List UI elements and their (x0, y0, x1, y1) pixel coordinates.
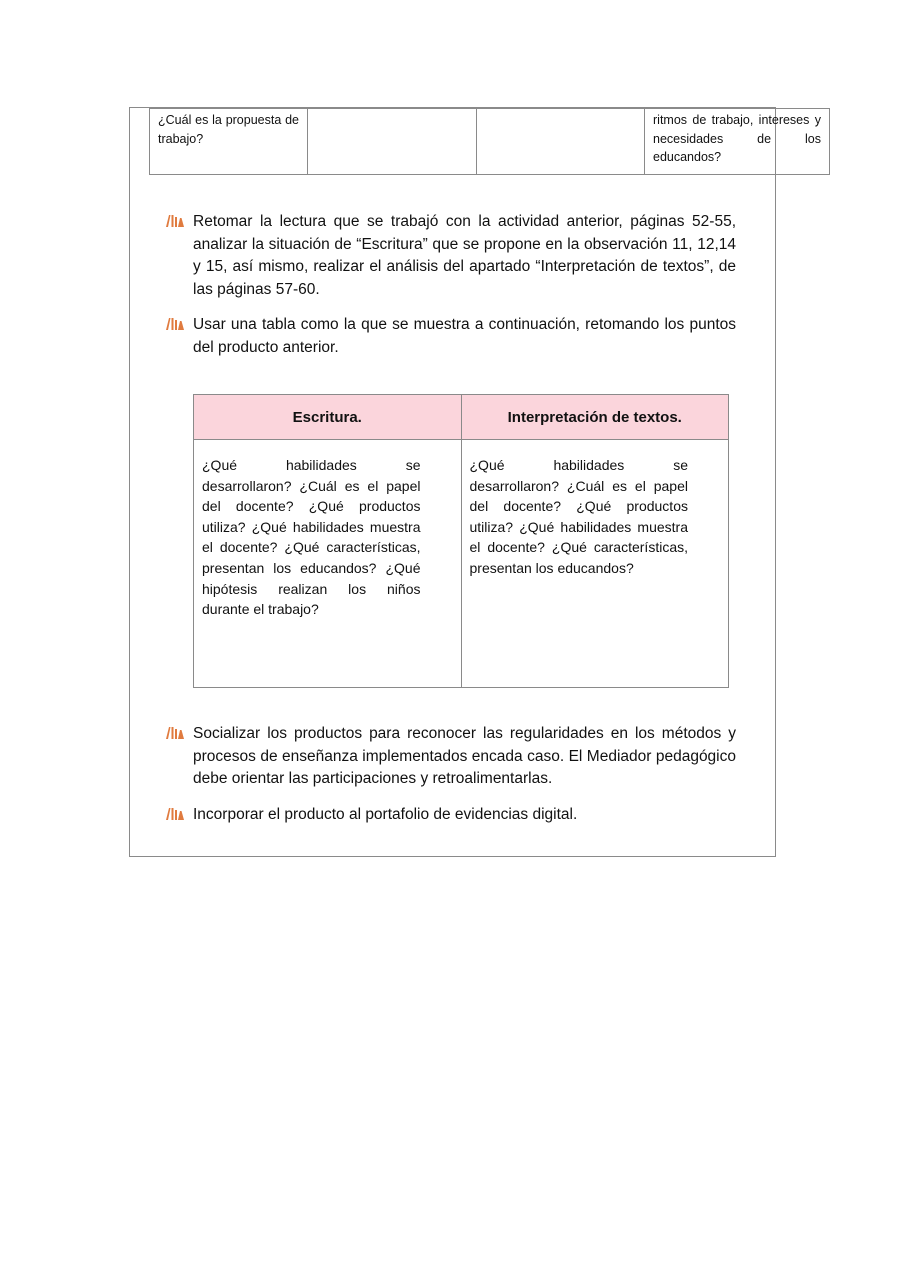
book-bullet-icon (165, 214, 185, 228)
table-cell (477, 109, 645, 175)
book-bullet-icon (165, 726, 185, 740)
bullet-text: Socializar los productos para reconocer las regularidades en los métodos y procesos de enseñanza implementados encada caso. El Mediador pedagógico debe orientar las participaciones y retroalimentarlas. (193, 725, 736, 787)
book-bullet-icon (165, 317, 185, 331)
observation-table (193, 394, 729, 688)
top-partial-table (149, 108, 830, 175)
table-cell: ¿Qué habilidades se desarrollaron? ¿Cuál es el papel del docente? ¿Qué productos utiliza? ¿Qué habilidades muestra el docente? ¿Qué características, presentan los educandos? ¿Qué hipótesis realizan los niños durante el trabajo? (194, 440, 462, 688)
bullet-text: Retomar la lectura que se trabajó con la actividad anterior, páginas 52-55, analizar la situación de “Escritura” que se propone en la observación 11, 12,14 y 15, así mismo, realizar el análisis del apartado “Interpretación de textos”, de las páginas 57-60. (193, 213, 736, 298)
bullet-text: Usar una tabla como la que se muestra a continuación, retomando los puntos del producto anterior. (193, 316, 736, 356)
table-cell: ritmos de trabajo, intereses y necesidades de los educandos? (645, 109, 830, 175)
column-header: Interpretación de textos. (461, 395, 729, 440)
bullet-item (165, 211, 736, 301)
book-bullet-icon (165, 807, 185, 821)
table-cell: ¿Qué habilidades se desarrollaron? ¿Cuál es el papel del docente? ¿Qué productos utiliza? ¿Qué habilidades muestra el docente? ¿Qué características, presentan los educandos? (461, 440, 729, 688)
bullet-text: Incorporar el producto al portafolio de evidencias digital. (193, 806, 578, 823)
table-cell (308, 109, 477, 175)
bullet-item (165, 804, 736, 827)
bullet-item (165, 314, 736, 359)
column-header: Escritura. (194, 395, 462, 440)
table-header-row (194, 395, 729, 440)
table-row (150, 109, 830, 175)
bullet-item (165, 723, 736, 791)
table-row (194, 440, 729, 688)
table-cell: ¿Cuál es la propuesta de trabajo? (150, 109, 308, 175)
